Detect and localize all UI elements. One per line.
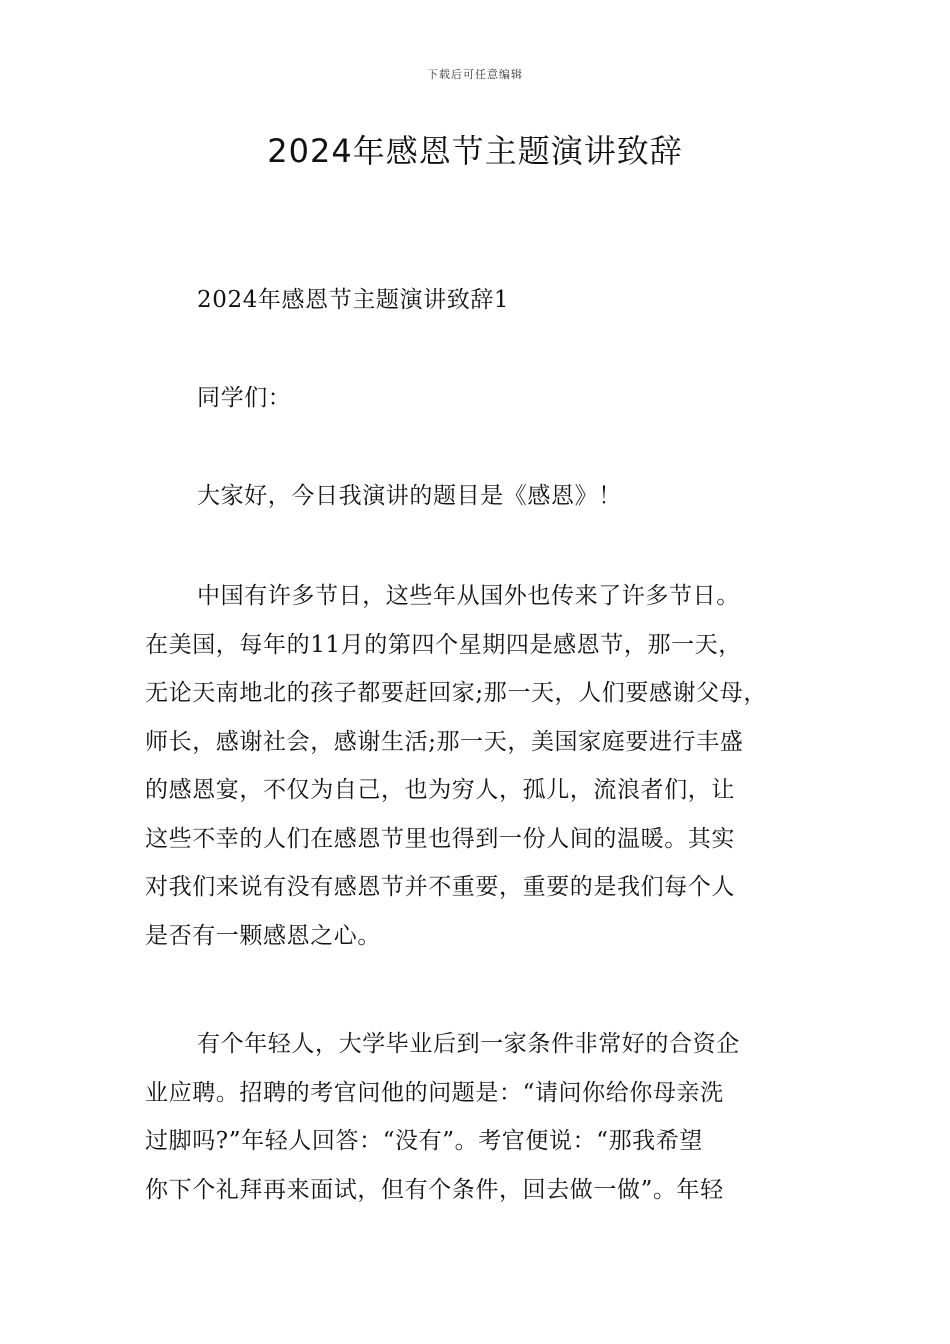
document-title: 2024年感恩节主题演讲致辞	[267, 132, 683, 170]
paragraph-line: 在美国，每年的11月的第四个星期四是感恩节，那一天，	[145, 631, 742, 658]
opening-text: 大家好，今日我演讲的题目是《感恩》！	[197, 483, 622, 509]
paragraph-line: 中国有许多节日，这些年从国外也传来了许多节日。	[197, 583, 740, 609]
paragraph-line: 业应聘。招聘的考官问他的问题是：“请问你给你母亲洗	[145, 1079, 724, 1106]
section-subtitle	[145, 276, 877, 325]
paragraph-line: 无论天南地北的孩子都要赶回家;那一天，人们要感谢父母，	[145, 680, 767, 706]
greeting-text: 同学们：	[197, 385, 292, 411]
paragraph-line: 的感恩宴，不仅为自己，也为穷人，孤儿，流浪者们，让	[145, 777, 735, 803]
paragraph-line: 有个年轻人，大学毕业后到一家条件非常好的合资企	[197, 1031, 740, 1057]
paragraph-line: 是否有一颗感恩之心。	[145, 922, 381, 949]
paragraph-line: 对我们来说有没有感恩节并不重要，重要的是我们每个人	[145, 874, 735, 900]
header-note: 下载后可任意编辑	[427, 68, 523, 81]
opening-paragraph	[145, 472, 877, 521]
paragraph-line: 师长，感谢社会，感谢生活;那一天，美国家庭要进行丰盛	[145, 728, 744, 755]
paragraph-line: 过脚吗?”年轻人回答：“没有”。考官便说：“那我希望	[145, 1128, 703, 1154]
paragraph-1	[145, 572, 825, 960]
greeting-paragraph	[145, 374, 877, 423]
paragraph-line: 你下个礼拜再来面试，但有个条件，回去做一做”。年轻	[145, 1176, 724, 1203]
paragraph-line: 这些不幸的人们在感恩节里也得到一份人间的温暖。其实	[145, 825, 735, 852]
paragraph-2	[145, 1020, 825, 1214]
subtitle-text: 2024年感恩节主题演讲致辞1	[197, 287, 510, 313]
